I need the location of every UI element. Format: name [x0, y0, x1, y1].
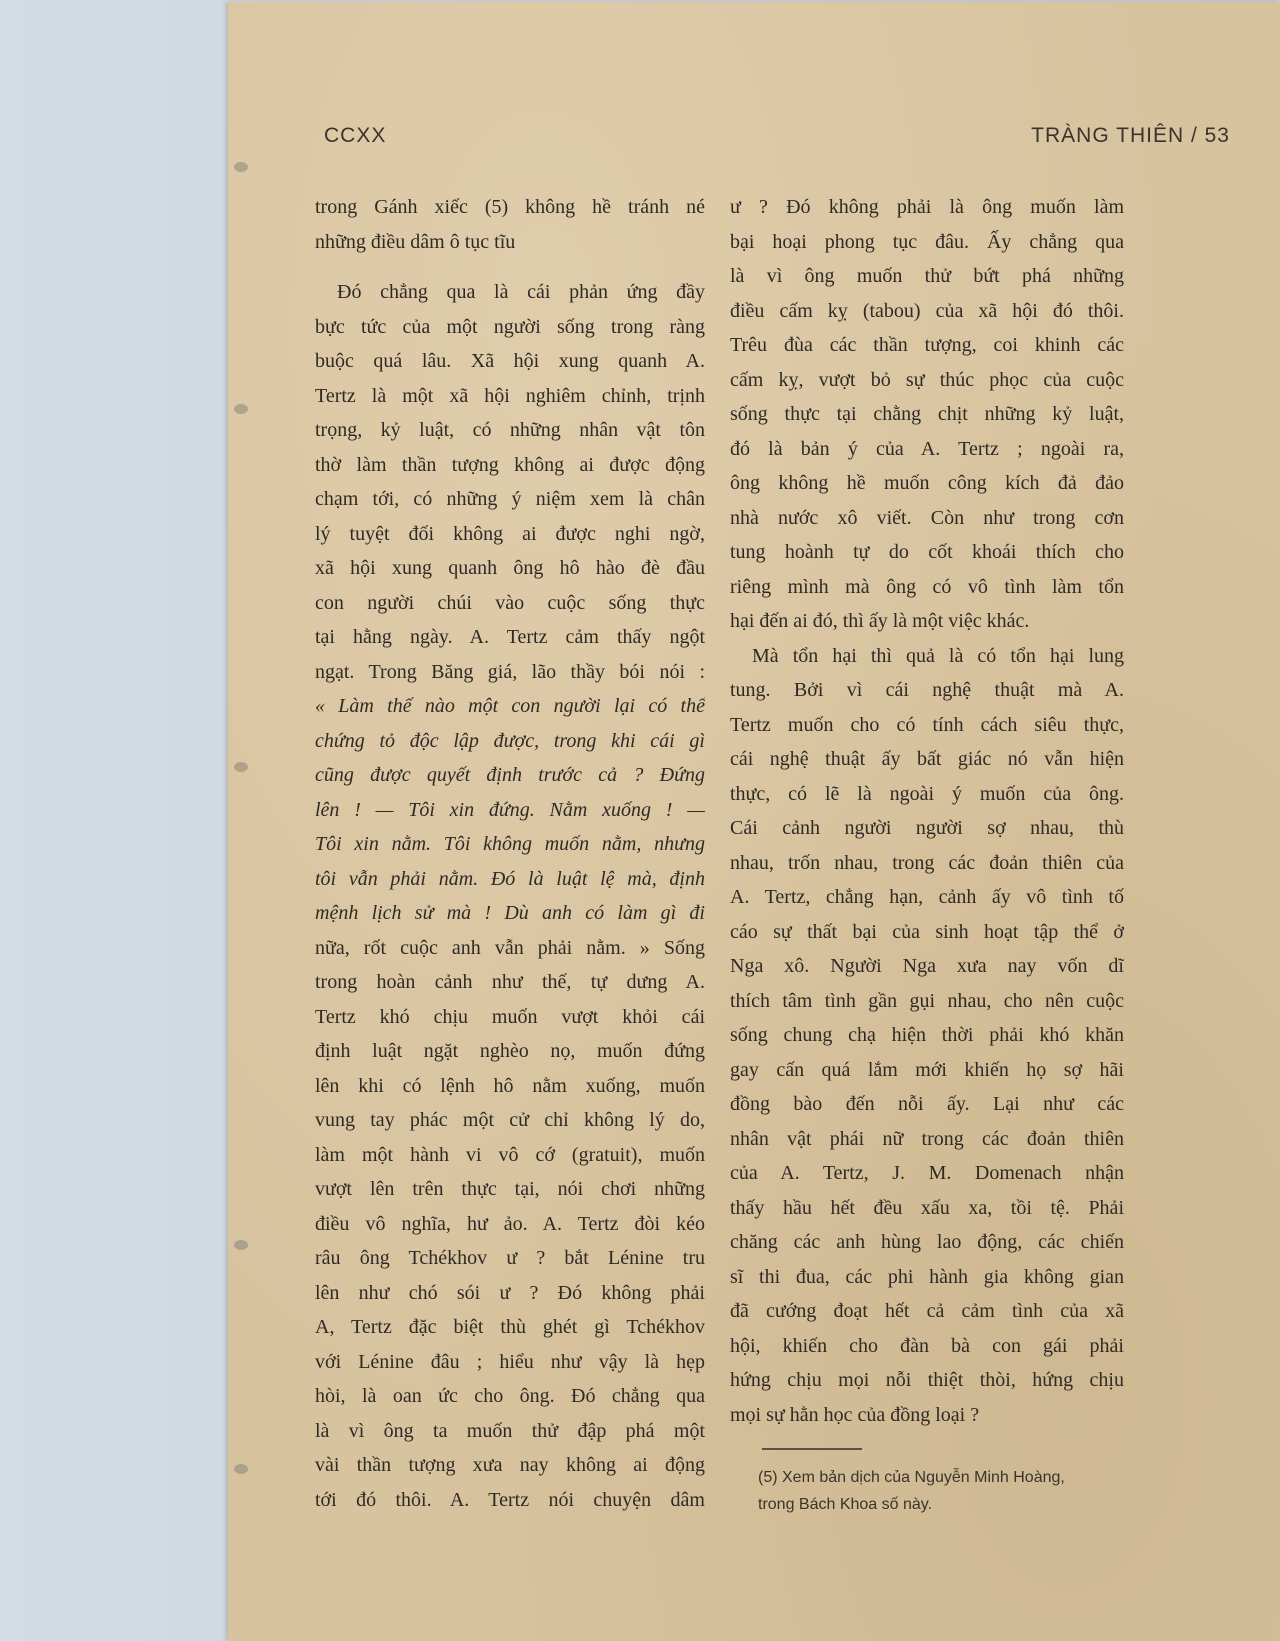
text-line: là vì ông ta muốn thử đập phá một — [315, 1419, 705, 1442]
text-line: A. Tertz, chẳng hạn, cảnh ấy vô tình tố — [730, 886, 1124, 908]
text-line: Tertz là một xã hội nghiêm chỉnh, trịnh — [315, 384, 705, 407]
text-line: trọng, kỷ luật, có những nhân vật tôn — [315, 419, 705, 441]
footnote-divider — [762, 1448, 862, 1450]
text-line: vài thần tượng xưa nay không ai động — [315, 1454, 705, 1476]
text-line: nhau, trốn nhau, trong các đoản thiên của — [730, 851, 1124, 874]
text-line: mệnh lịch sử mà ! Dù anh có làm gì đi — [315, 902, 705, 924]
text-line: thờ làm thần tượng không ai được động — [315, 453, 705, 476]
right-column — [730, 190, 1124, 1432]
text-line: riêng mình mà ông có vô tình làm tổn — [730, 575, 1124, 598]
left-column — [315, 190, 705, 1517]
text-line: thích tâm tình gần gụi nhau, cho nên cuộc — [730, 989, 1124, 1012]
text-line: chứng tỏ độc lập được, trong khi cái gì — [315, 729, 705, 752]
text-line: Nga xô. Người Nga xưa nay vốn dĩ — [730, 955, 1124, 977]
text-line: chạm tới, có những ý niệm xem là chân — [315, 488, 705, 510]
text-line: lên ! — Tôi xin đứng. Nằm xuống ! — — [315, 798, 705, 821]
text-line: đồng bào đến nỗi ấy. Lại như các — [730, 1093, 1124, 1115]
text-line: A, Tertz đặc biệt thù ghét gì Tchékhov — [315, 1316, 705, 1338]
text-line: Mà tổn hại thì quả là có tổn hại lung — [752, 644, 1124, 667]
text-line: thấy hầu hết đều xấu xa, tồi tệ. Phải — [730, 1196, 1124, 1219]
text-line: sĩ thi đua, các phi hành gia không gian — [730, 1265, 1124, 1288]
text-line: điều vô nghĩa, hư ảo. A. Tertz đòi kéo — [315, 1212, 705, 1235]
text-line: gay cấn quá lắm mới khiến họ sợ hãi — [730, 1058, 1124, 1081]
text-line: thực, có lẽ là ngoài ý muốn của ông. — [730, 782, 1124, 805]
text-line: hại đến ai đó, thì ấy là một việc khác. — [730, 610, 1030, 632]
text-line: nhân vật phái nữ trong các đoản thiên — [730, 1127, 1124, 1150]
text-line: Trêu đùa các thần tượng, coi khinh các — [730, 334, 1124, 356]
text-line: điều cấm kỵ (tabou) của xã hội đó thôi. — [730, 299, 1124, 322]
text-line: vung tay phác một cử chỉ không lý do, — [315, 1109, 705, 1131]
text-line: chăng các anh hùng lao động, các chiến — [730, 1231, 1124, 1253]
text-line: trong Gánh xiếc (5) không hề tránh né — [315, 196, 705, 218]
text-line: cũng được quyết định trước cả ? Đứng — [315, 764, 705, 786]
text-line: tới đó thôi. A. Tertz nói chuyện dâm — [315, 1488, 705, 1511]
text-line: Đó chẳng qua là cái phản ứng đầy — [337, 281, 705, 303]
text-line: cấm kỵ, vượt bỏ sự thúc phọc của cuộc — [730, 368, 1124, 391]
text-line: ông không hề muốn công kích đả đảo — [730, 472, 1124, 494]
text-line: cái nghệ thuật ấy bất giác nó vẫn hiện — [730, 748, 1124, 770]
text-line: « Làm thế nào một con người lại có thể — [315, 695, 705, 717]
text-line: sống thực tại chằng chịt những kỷ luật, — [730, 403, 1124, 425]
book-page — [228, 2, 1280, 1641]
footnote — [758, 1464, 1158, 1518]
text-line: làm một hành vi vô cớ (gratuit), muốn — [315, 1143, 705, 1166]
text-line: nhà nước xô viết. Còn như trong cơn — [730, 506, 1124, 529]
text-line: với Lénine đâu ; hiểu như vậy là hẹp — [315, 1350, 705, 1373]
text-line: trong hoàn cảnh như thế, tự dưng A. — [315, 971, 705, 993]
text-line: hòi, là oan ức cho ông. Đó chẳng qua — [315, 1385, 705, 1407]
text-line: lên khi có lệnh hô nằm xuống, muốn — [315, 1074, 705, 1097]
running-header-left: CCXX — [324, 124, 387, 147]
text-line: ư ? Đó không phải là ông muốn làm — [730, 196, 1124, 218]
footnote-line: (5) Xem bản dịch của Nguyễn Minh Hoàng, — [758, 1469, 1065, 1486]
text-line: bại hoại phong tục đâu. Ấy chẳng qua — [730, 230, 1124, 253]
text-line: những điều dâm ô tục tĩu — [315, 230, 516, 253]
text-line: Tôi xin nằm. Tôi không muốn nằm, nhưng — [315, 833, 705, 855]
text-line: nữa, rốt cuộc anh vẫn phải nằm. » Sống — [315, 936, 705, 959]
text-line: đó là bản ý của A. Tertz ; ngoài ra, — [730, 437, 1124, 460]
text-line: định luật ngặt nghèo nọ, muốn đứng — [315, 1040, 705, 1062]
text-line: ngạt. Trong Băng giá, lão thầy bói nói : — [315, 660, 705, 683]
text-line: râu ông Tchékhov ư ? bắt Lénine tru — [315, 1247, 705, 1269]
text-line: hội, khiến cho đàn bà con gái phải — [730, 1334, 1124, 1357]
text-line: mọi sự hằn học của đồng loại ? — [730, 1403, 980, 1426]
text-line: tung hoành tự do cốt khoái thích cho — [730, 541, 1124, 563]
binding-hole — [234, 1240, 248, 1250]
binding-hole — [234, 762, 248, 772]
text-line: sống chung chạ hiện thời phải khó khăn — [730, 1024, 1124, 1046]
text-line: tung. Bởi vì cái nghệ thuật mà A. — [730, 679, 1124, 701]
text-line: là vì ông muốn thử bứt phá những — [730, 265, 1124, 287]
text-line: tôi vẫn phải nằm. Đó là luật lệ mà, định — [315, 867, 705, 890]
text-line: bực tức của một người sống trong ràng — [315, 315, 705, 338]
text-line: lên như chó sói ư ? Đó không phải — [315, 1281, 705, 1304]
running-header-right: TRÀNG THIÊN / 53 — [1031, 124, 1230, 147]
text-line: Tertz khó chịu muốn vượt khỏi cái — [315, 1005, 705, 1028]
text-line: hứng chịu mọi nỗi thiệt thòi, hứng chịu — [730, 1369, 1124, 1391]
text-line: cáo sự thất bại của sinh hoạt tập thể ở — [730, 920, 1124, 943]
binding-hole — [234, 162, 248, 172]
text-line: Tertz muốn cho có tính cách siêu thực, — [730, 713, 1124, 736]
text-line: lý tuyệt đối không ai được nghi ngờ, — [315, 522, 705, 545]
text-line: vượt lên trên thực tại, nói chơi những — [315, 1178, 705, 1200]
binding-hole — [234, 1464, 248, 1474]
text-line: Cái cảnh người người sợ nhau, thù — [730, 817, 1124, 839]
text-line: con người chúi vào cuộc sống thực — [315, 591, 705, 614]
footnote-line: trong Bách Khoa số này. — [758, 1496, 933, 1513]
text-line: xã hội xung quanh ông hô hào đè đầu — [315, 557, 705, 579]
text-line: tại hằng ngày. A. Tertz cảm thấy ngột — [315, 626, 705, 648]
text-line: buộc quá lâu. Xã hội xung quanh A. — [315, 350, 705, 372]
binding-hole — [234, 404, 248, 414]
text-line: của A. Tertz, J. M. Domenach nhận — [730, 1162, 1124, 1184]
text-line: đã cướng đoạt hết cả cảm tình của xã — [730, 1300, 1124, 1322]
